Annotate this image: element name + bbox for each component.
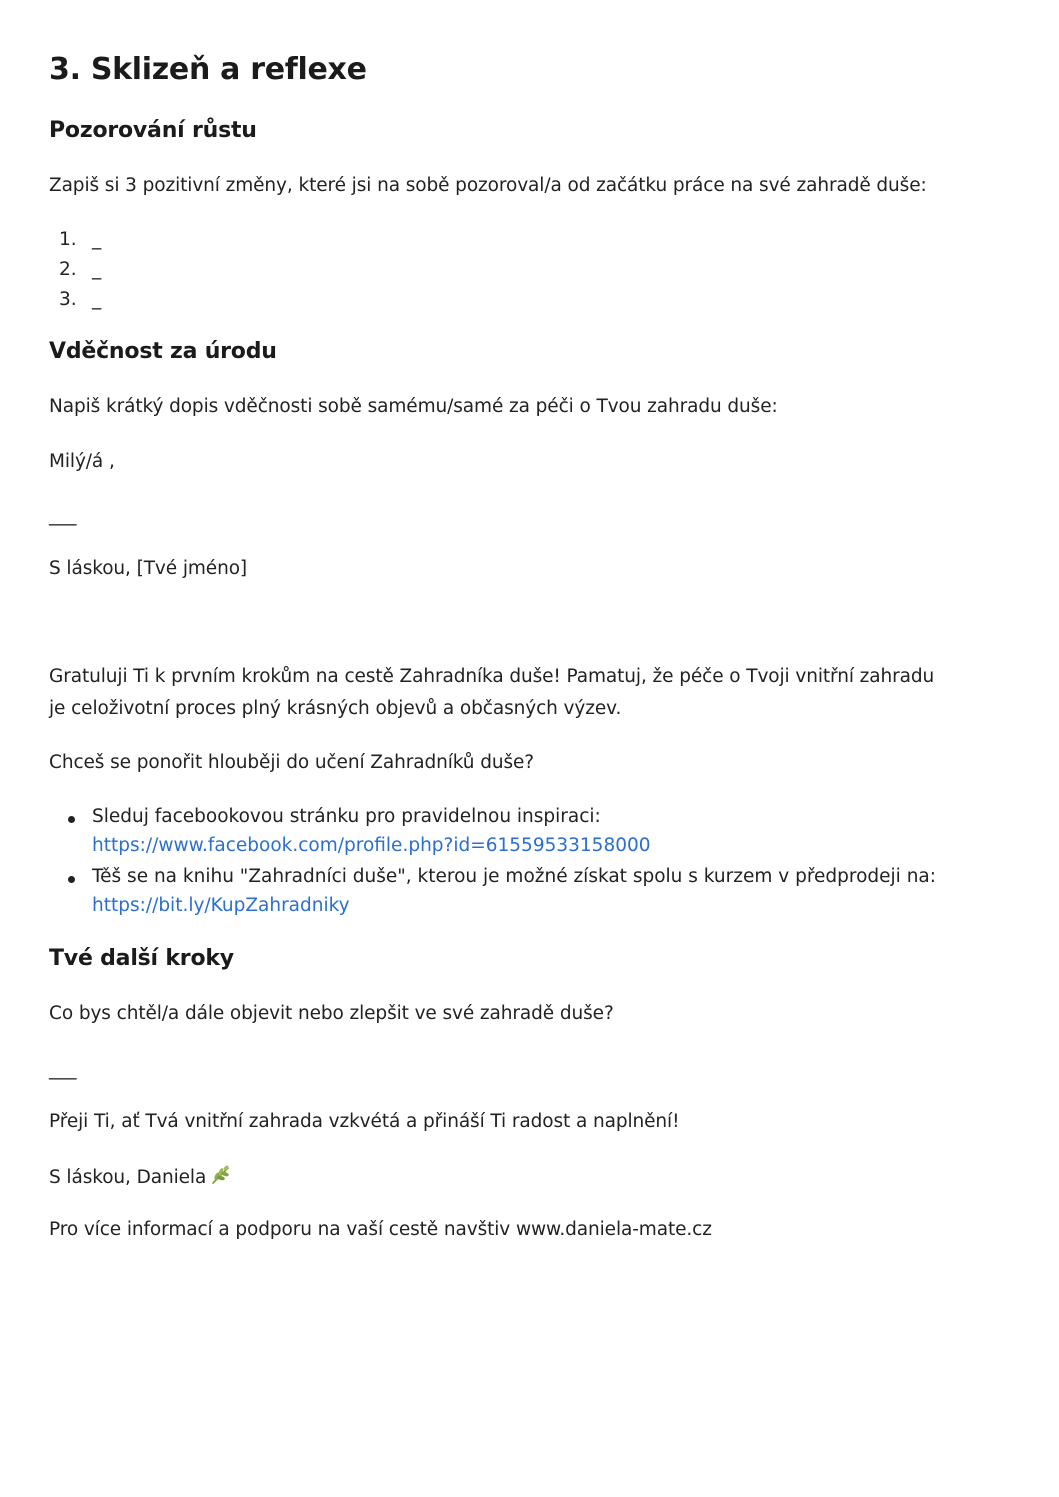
gratitude-blank-line: ___ <box>49 505 77 526</box>
list-item-value: _ <box>92 229 102 250</box>
book-link[interactable]: https://bit.ly/KupZahradniky <box>92 895 350 916</box>
facebook-link[interactable]: https://www.facebook.com/profile.php?id=61559533158000 <box>92 835 651 856</box>
next-steps-prompt: Co bys chtěl/a dále objevit nebo zlepšit ve své zahradě duše? <box>49 1003 614 1024</box>
footer-info: Pro více informací a podporu na vaší cestě navštiv www.daniela-mate.cz <box>49 1219 712 1240</box>
list-item-number: 1. <box>59 229 77 250</box>
bullet-dot <box>68 876 75 883</box>
herb-icon <box>210 1164 232 1191</box>
gratitude-greeting: Milý/á , <box>49 451 115 472</box>
page-title: 3. Sklizeň a reflexe <box>49 52 367 87</box>
gratitude-prompt: Napiš krátký dopis vděčnosti sobě samému/samé za péči o Tvou zahradu duše: <box>49 396 778 417</box>
gratitude-heading: Vděčnost za úrodu <box>49 339 277 364</box>
signature-text: S láskou, Daniela <box>49 1167 207 1188</box>
growth-heading: Pozorování růstu <box>49 118 257 143</box>
next-steps-blank-line: ___ <box>49 1059 77 1080</box>
list-item-value: _ <box>92 259 102 280</box>
next-steps-heading: Tvé další kroky <box>49 946 234 971</box>
list-item-value: _ <box>92 289 102 310</box>
gratitude-signature: S láskou, [Tvé jméno] <box>49 558 248 579</box>
congrats-line-1: Gratuluji Ti k prvním krokům na cestě Zahradníka duše! Pamatuj, že péče o Tvoji vnitřní zahradu <box>49 666 935 687</box>
closing-signature <box>49 1164 232 1191</box>
bullet-text: Sleduj facebookovou stránku pro pravidelnou inspiraci: <box>92 806 601 827</box>
closing-wish: Přeji Ti, ať Tvá vnitřní zahrada vzkvétá a přináší Ti radost a naplnění! <box>49 1111 680 1132</box>
congrats-line-2: je celoživotní proces plný krásných objevů a občasných výzev. <box>49 698 622 719</box>
list-item-number: 2. <box>59 259 77 280</box>
bullet-text: Těš se na knihu "Zahradníci duše", kterou je možné získat spolu s kurzem v předprodeji na: <box>92 866 936 887</box>
growth-prompt: Zapiš si 3 pozitivní změny, které jsi na sobě pozoroval/a od začátku práce na své zahradě duše: <box>49 175 927 196</box>
bullet-dot <box>68 816 75 823</box>
list-item-number: 3. <box>59 289 77 310</box>
congrats-question: Chceš se ponořit hlouběji do učení Zahradníků duše? <box>49 752 535 773</box>
